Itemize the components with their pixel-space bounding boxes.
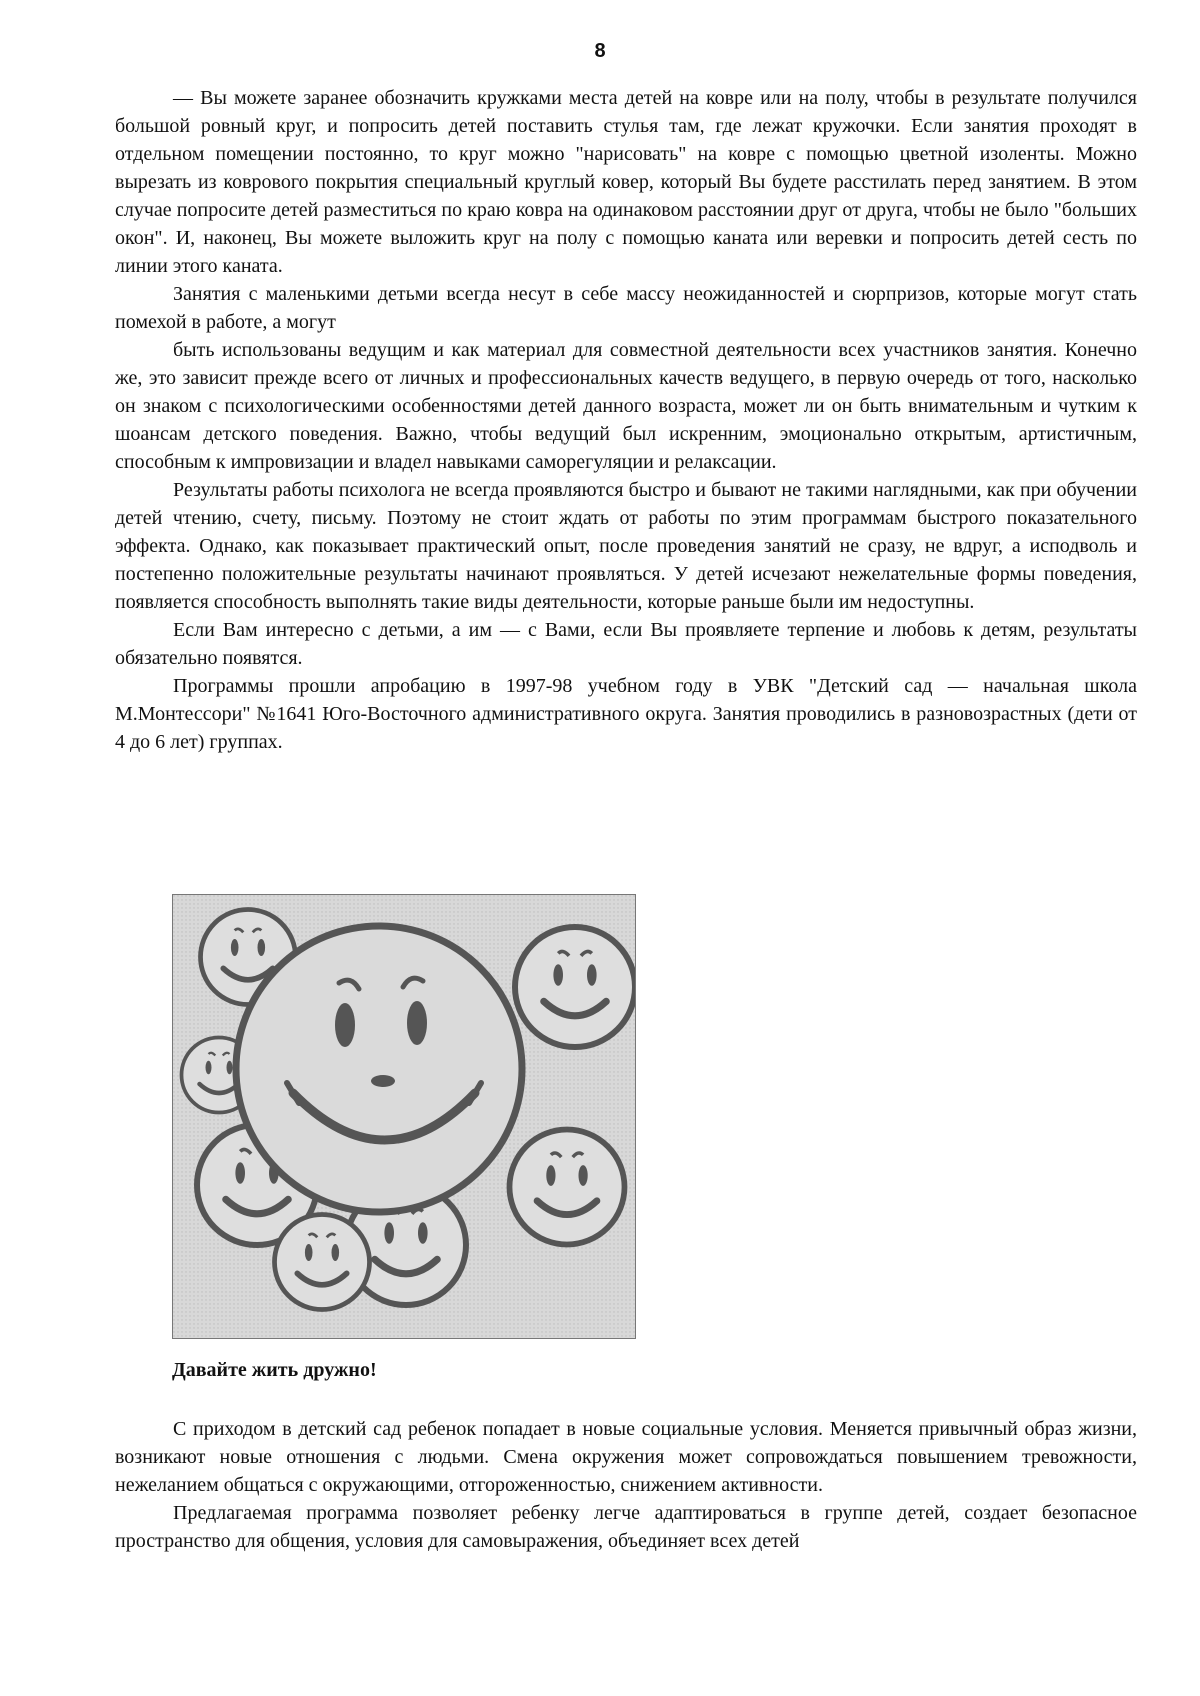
smiley-faces-icon xyxy=(173,895,635,1338)
paragraph: Занятия с маленькими детьми всегда несут в себе массу неожиданностей и сюрпризов, которые могут стать помехой в работе, а могут xyxy=(115,280,1137,336)
paragraph: быть использованы ведущим и как материал для совместной деятельности всех участников занятия. Конечно же, это зависит прежде всего от личных и профессиональных качеств ведущего, в первую очередь от того, насколько он знаком с психологическими особенностями детей данного возраста, может ли он быть внимательным и чутким к шоансам детского поведения. Важно, чтобы ведущий был искренним, эмоционально открытым, артистичным, способным к импровизации и владел навыками саморегуляции и релаксации. xyxy=(115,336,1137,476)
bottom-text-block xyxy=(115,1415,1137,1555)
top-text-block xyxy=(115,84,1137,756)
paragraph: Программы прошли апробацию в 1997-98 учебном году в УВК "Детский сад — начальная школа М.Монтессори" №1641 Юго-Восточного административного округа. Занятия проводились в разновозрастных (дети от 4 до 6 лет) группах. xyxy=(115,672,1137,756)
paragraph: Если Вам интересно с детьми, а им — с Вами, если Вы проявляете терпение и любовь к детям, результаты обязательно появятся. xyxy=(115,616,1137,672)
document-page xyxy=(0,0,1200,1696)
smiley-faces-illustration xyxy=(172,894,636,1339)
paragraph: — Вы можете заранее обозначить кружками места детей на ковре или на полу, чтобы в результате получился большой ровный круг, и попросить детей поставить стулья там, где лежат кружочки. Если занятия проходят в отдельном помещении постоянно, то круг можно "нарисовать" на ковре с помощью цветной изоленты. Можно вырезать из коврового покрытия специальный круглый ковер, который Вы будете расстилать перед занятием. В этом случае попросите детей разместиться по краю ковра на одинаковом расстоянии друг от друга, чтобы не было "больших окон". И, наконец, Вы можете выложить круг на полу с помощью каната или веревки и попросить детей сесть по линии этого каната. xyxy=(115,84,1137,280)
figure-caption: Давайте жить дружно! xyxy=(172,1359,377,1382)
page-number: 8 xyxy=(0,40,1200,63)
paragraph: С приходом в детский сад ребенок попадает в новые социальные условия. Меняется привычный образ жизни, возникают новые отношения с людьми. Смена окружения может сопровождаться повышением тревожности, нежеланием общаться с окружающими, отгороженностью, снижением активности. xyxy=(115,1415,1137,1499)
paragraph: Предлагаемая программа позволяет ребенку легче адаптироваться в группе детей, создает безопасное пространство для общения, условия для самовыражения, объединяет всех детей xyxy=(115,1499,1137,1555)
paragraph: Результаты работы психолога не всегда проявляются быстро и бывают не такими наглядными, как при обучении детей чтению, счету, письму. Поэтому не стоит ждать от работы по этим программам быстрого показательного эффекта. Однако, как показывает практический опыт, после проведения занятий не сразу, не вдруг, а исподволь и постепенно положительные результаты начинают проявляться. У детей исчезают нежелательные формы поведения, появляется способность выполнять такие виды деятельности, которые раньше были им недоступны. xyxy=(115,476,1137,616)
